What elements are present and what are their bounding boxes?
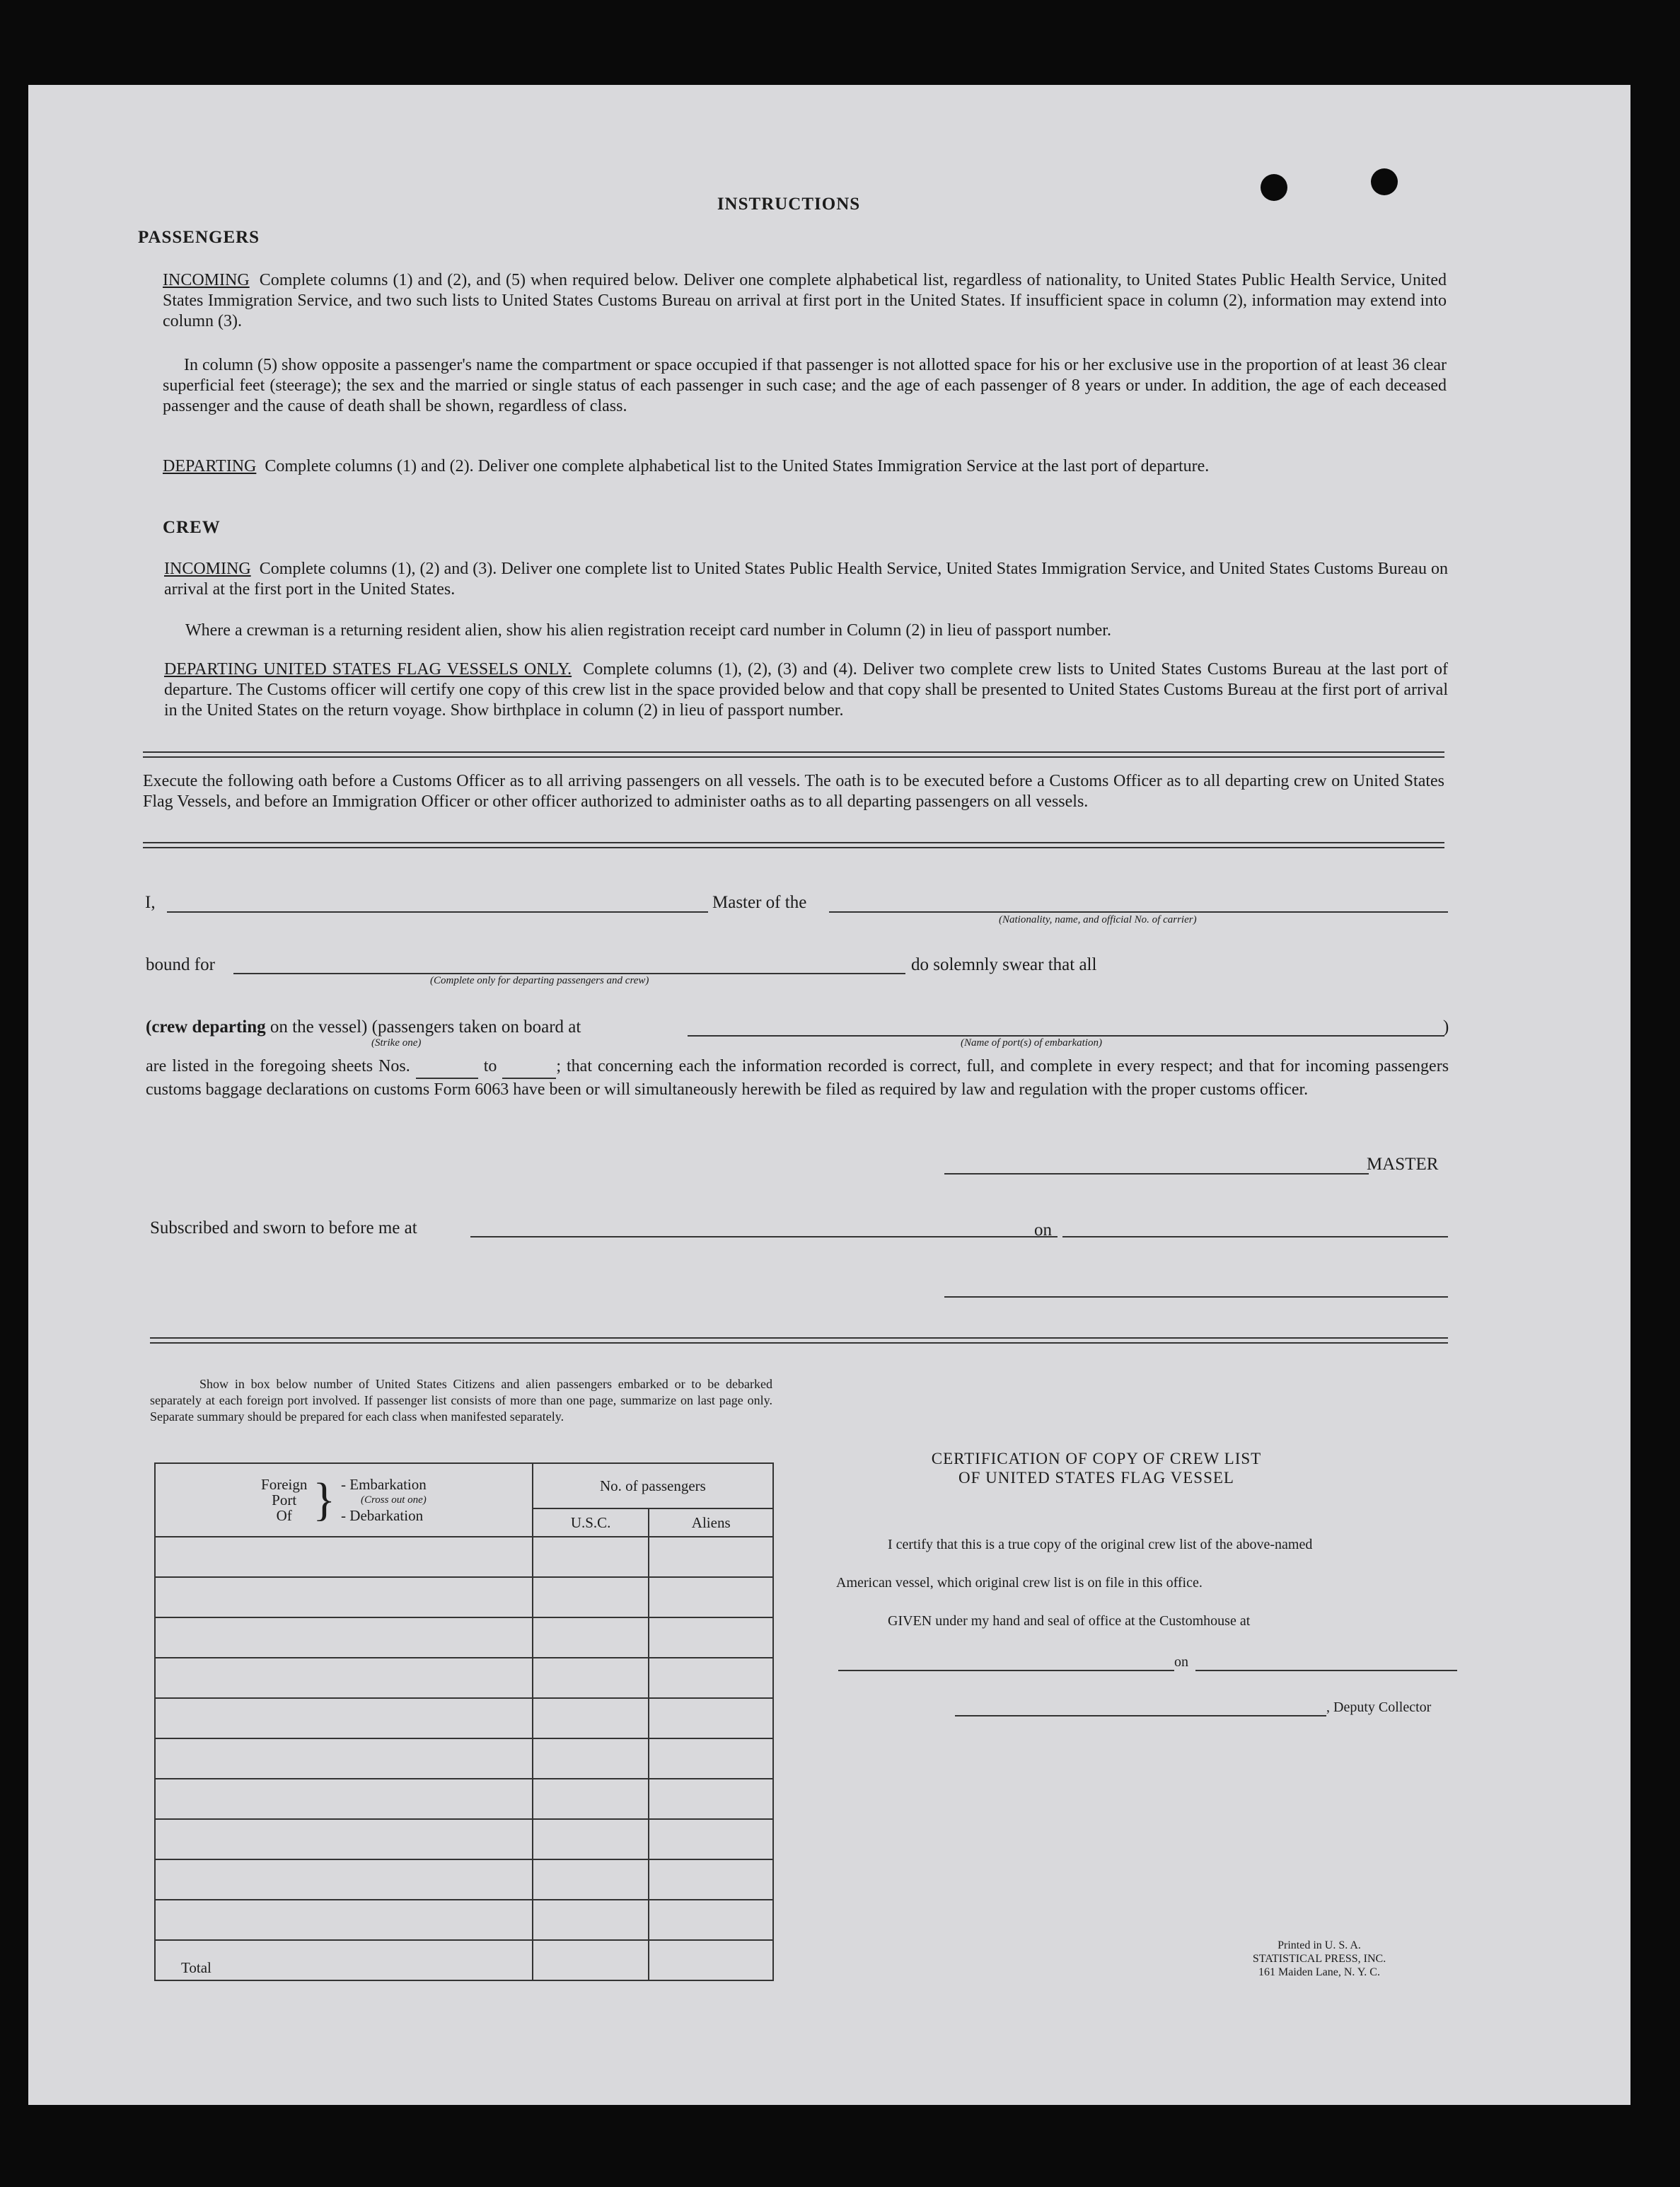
certification-title [891, 1449, 1302, 1487]
crew-departing-label: DEPARTING UNITED STATES FLAG VESSELS ONLY. [164, 660, 572, 679]
crew-incoming-paragraph [164, 559, 1448, 600]
sworn-on-label: on [1034, 1221, 1052, 1240]
usc-cell[interactable] [533, 1617, 649, 1658]
port-cell[interactable] [155, 1698, 533, 1738]
double-rule [150, 1337, 1448, 1344]
imprint-line2: STATISTICAL PRESS, INC. [1252, 1953, 1386, 1965]
sheet-to-field[interactable] [502, 1056, 556, 1079]
port-label: Port [272, 1491, 297, 1508]
nationality-hint: (Nationality, name, and official No. of carrier) [999, 914, 1197, 925]
table-row [155, 1738, 773, 1779]
crew-resident-paragraph: Where a crewman is a returning resident alien, show his alien registration receipt card number in Column (2) in lieu of passport number. [185, 621, 1111, 640]
section-heading-passengers: PASSENGERS [138, 228, 260, 247]
master-signature-field[interactable] [944, 1173, 1369, 1175]
crew-departing-paragraph [164, 659, 1448, 721]
certify-line1: I certify that this is a true copy of the original crew list of the above-named [888, 1537, 1313, 1552]
table-row [155, 1617, 773, 1658]
table-row [155, 1859, 773, 1900]
sheets-to: to [483, 1057, 497, 1075]
passengers-column5-paragraph: In column (5) show opposite a passenger's name the compartment or space occupied if that passenger is not allotted space for his or her exclusive use in the proportion of at least 36 clear superficial feet (steerage); the sex and the married or single status of each passenger in such case; and the age of each passenger of 8 years or under. In addition, the age of each deceased passenger and the cause of death shall be shown, regardless of class. [163, 356, 1447, 415]
crew-departing-text: Complete columns (1), (2), (3) and (4). Deliver two complete crew lists to United States Customs Bureau at the last port of departure. The Customs officer will certify one copy of this crew list in the space provided below and that copy shall be presented to United States Customs Bureau at the first port of arrival in the United States on the return voyage. Show birthplace in column (2) in lieu of passport number. [164, 660, 1448, 720]
usc-cell[interactable] [533, 1900, 649, 1940]
embarkation-option[interactable]: - Embarkation [341, 1476, 427, 1493]
usc-cell[interactable] [533, 1859, 649, 1900]
sworn-date-field[interactable] [1062, 1236, 1448, 1237]
port-cell[interactable] [155, 1738, 533, 1779]
carrier-field[interactable] [829, 911, 1448, 913]
table-row [155, 1658, 773, 1698]
passengers-departing-label: DEPARTING [163, 457, 257, 475]
port-header-cell [155, 1463, 533, 1537]
cross-out-hint: (Cross out one) [361, 1494, 427, 1506]
passengers-taken-option[interactable]: (passengers taken on board at [371, 1017, 581, 1037]
oath-instruction: Execute the following oath before a Customs Officer as to all arriving passengers on all vessels. The oath is to be executed before a Customs Officer as to all departing crew on United States Flag Vessels, and before an Immigration Officer or other officer authorized to administer oaths as to all departing passengers on all vessels. [143, 772, 1444, 811]
on-vessel-text: on the vessel) [270, 1017, 368, 1037]
close-paren: ) [1443, 1017, 1449, 1037]
total-label: Total [155, 1940, 533, 1980]
ports-hint: (Name of port(s) of embarkation) [961, 1037, 1102, 1049]
port-cell[interactable] [155, 1577, 533, 1617]
cert-date-field[interactable] [1195, 1670, 1457, 1671]
port-cell[interactable] [155, 1537, 533, 1577]
imprint-line1: Printed in U. S. A. [1278, 1939, 1361, 1951]
oath-strike-line [146, 1017, 581, 1037]
double-rule [143, 842, 1444, 848]
usc-cell[interactable] [533, 1779, 649, 1819]
punch-hole [1371, 168, 1398, 195]
aliens-cell[interactable] [649, 1819, 773, 1859]
subscribed-label: Subscribed and sworn to before me at [150, 1218, 417, 1237]
deputy-signature-field[interactable] [955, 1715, 1326, 1716]
certification-title-line2: OF UNITED STATES FLAG VESSEL [958, 1469, 1234, 1487]
aliens-total-cell[interactable] [649, 1940, 773, 1980]
oath-i-label: I, [145, 893, 156, 912]
passenger-summary-table [154, 1462, 774, 1981]
brace-glyph: } [313, 1474, 336, 1525]
cert-on-label: on [1174, 1654, 1188, 1670]
printer-imprint [1203, 1939, 1436, 1979]
certification-title-line1: CERTIFICATION OF COPY OF CREW LIST [931, 1450, 1262, 1467]
port-cell[interactable] [155, 1859, 533, 1900]
usc-cell[interactable] [533, 1537, 649, 1577]
bound-hint: (Complete only for departing passengers and crew) [430, 975, 649, 986]
usc-header: U.S.C. [533, 1508, 649, 1537]
customhouse-field[interactable] [838, 1670, 1174, 1671]
port-cell[interactable] [155, 1819, 533, 1859]
certify-line2: American vessel, which original crew list is on file in this office. [836, 1575, 1203, 1591]
aliens-cell[interactable] [649, 1859, 773, 1900]
passengers-departing-paragraph [163, 456, 1447, 477]
port-cell[interactable] [155, 1779, 533, 1819]
deputy-collector-label: , Deputy Collector [1326, 1700, 1432, 1715]
table-row [155, 1698, 773, 1738]
form-sheet [28, 85, 1630, 2105]
of-label: Of [276, 1507, 292, 1524]
strike-hint: (Strike one) [371, 1037, 422, 1049]
given-text: GIVEN under my hand and seal of office at the Customhouse at [888, 1613, 1251, 1629]
aliens-cell[interactable] [649, 1779, 773, 1819]
sheet-from-field[interactable] [416, 1056, 478, 1079]
passengers-incoming-paragraph [163, 270, 1447, 332]
usc-cell[interactable] [533, 1698, 649, 1738]
usc-cell[interactable] [533, 1658, 649, 1698]
master-label: MASTER [1367, 1155, 1439, 1174]
table-row [155, 1819, 773, 1859]
foreign-label: Foreign [261, 1476, 308, 1493]
port-cell[interactable] [155, 1658, 533, 1698]
aliens-cell[interactable] [649, 1537, 773, 1577]
passengers-incoming-text: Complete columns (1) and (2), and (5) when required below. Deliver one complete alphabetical list, regardless of nationality, to United States Public Health Service, United States Immigration Service, and two such lists to United States Customs Bureau on arrival at first port in the United States. If insufficient space in column (2), information may extend into column (3). [163, 271, 1447, 330]
aliens-cell[interactable] [649, 1738, 773, 1779]
bound-for-label: bound for [146, 955, 215, 974]
sworn-place-field[interactable] [470, 1236, 1058, 1237]
sheets-paragraph [146, 1056, 1449, 1101]
embarkation-ports-field[interactable] [688, 1035, 1444, 1037]
aliens-cell[interactable] [649, 1698, 773, 1738]
aliens-cell[interactable] [649, 1577, 773, 1617]
aliens-cell[interactable] [649, 1658, 773, 1698]
usc-cell[interactable] [533, 1819, 649, 1859]
summary-instruction: Show in box below number of United States Citizens and alien passengers embarked or to be debarked separately at each foreign port involved. If passenger list consists of more than one page, summarize on last page only. Separate summary should be prepared for each class when manifested separately. [150, 1377, 772, 1424]
passengers-departing-text: Complete columns (1) and (2). Deliver one complete alphabetical list to the United States Immigration Service at the last port of departure. [265, 457, 1210, 475]
usc-cell[interactable] [533, 1577, 649, 1617]
aliens-cell[interactable] [649, 1900, 773, 1940]
sheets-post: ; that concerning each the information recorded is correct, full, and complete in every respect; and that for incoming passengers customs baggage declarations on customs Form 6063 have been or will simultaneously herewith be filed as required by law and regulation with the proper customs officer. [146, 1057, 1449, 1099]
bound-for-field[interactable] [233, 973, 905, 974]
master-of-label: Master of the [712, 893, 807, 912]
usc-total-cell[interactable] [533, 1940, 649, 1980]
port-cell[interactable] [155, 1900, 533, 1940]
imprint-line3: 161 Maiden Lane, N. Y. C. [1258, 1966, 1380, 1978]
debarkation-option[interactable]: - Debarkation [341, 1507, 424, 1524]
crew-incoming-text: Complete columns (1), (2) and (3). Deliver one complete list to United States Public Health Service, United States Immigration Service, and United States Customs Bureau on arrival at the first port in the United States. [164, 560, 1449, 599]
master-name-field[interactable] [167, 911, 708, 913]
table-row [155, 1900, 773, 1940]
crew-incoming-label: INCOMING [164, 560, 251, 578]
section-heading-crew: CREW [163, 518, 221, 537]
swear-label: do solemnly swear that all [911, 955, 1097, 974]
table-row [155, 1577, 773, 1617]
table-row [155, 1537, 773, 1577]
total-row [155, 1940, 773, 1980]
double-rule [143, 751, 1444, 758]
officer-signature-field[interactable] [944, 1296, 1448, 1298]
passengers-incoming-label: INCOMING [163, 271, 250, 289]
port-cell[interactable] [155, 1617, 533, 1658]
aliens-header: Aliens [649, 1508, 773, 1537]
usc-cell[interactable] [533, 1738, 649, 1779]
page-title: INSTRUCTIONS [717, 195, 861, 214]
crew-departing-option[interactable]: (crew departing [146, 1017, 266, 1037]
sheets-pre: are listed in the foregoing sheets Nos. [146, 1057, 410, 1075]
table-row [155, 1779, 773, 1819]
aliens-cell[interactable] [649, 1617, 773, 1658]
no-of-passengers-header: No. of passengers [533, 1463, 773, 1508]
